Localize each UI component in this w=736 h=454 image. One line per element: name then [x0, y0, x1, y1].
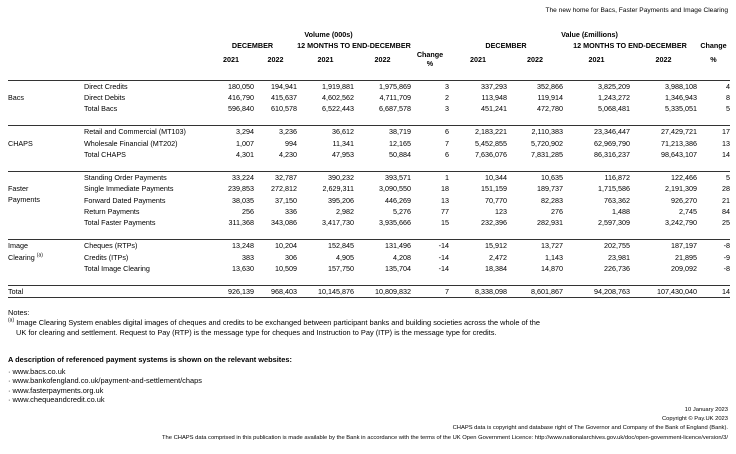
value-cell: 116,872 [563, 172, 630, 184]
value-cell: 36,612 [297, 126, 354, 138]
value-cell: 1,143 [545, 252, 563, 262]
value-cell: 343,086 [271, 218, 297, 227]
value-cell: 189,737 [537, 184, 563, 194]
value-cell: 47,953 [332, 149, 354, 159]
value-12-months-header: 12 MONTHS TO END-DECEMBER [573, 41, 687, 51]
change-cell: 13 [722, 138, 730, 148]
value-cell: 3,417,730 [322, 218, 354, 227]
value-cell: 2,745 [679, 206, 697, 216]
table-row [8, 80, 730, 92]
value-header: Value (£millions) [561, 30, 618, 39]
change-cell: 25 [722, 218, 730, 227]
value-cell: 37,150 [275, 195, 297, 205]
value-cell: 446,269 [385, 195, 411, 205]
change-cell: 3 [411, 80, 449, 92]
value-cell: 926,270 [671, 195, 697, 205]
value-cell: 2,472 [489, 252, 507, 262]
row-label-spacer [82, 286, 208, 298]
change-cell: 3 [445, 104, 449, 113]
footer-chaps-rights: CHAPS data is copyright and database right of The Governor and Company of the Bank of England (Bank). [452, 425, 728, 432]
value-cell: 3,090,550 [379, 184, 411, 194]
value-cell: 2,597,309 [598, 218, 630, 227]
value-change-percent-header: % [710, 54, 717, 64]
value-cell: 119,914 [537, 92, 563, 102]
value-cell: 8,338,098 [449, 286, 507, 298]
value-cell: 98,643,107 [661, 149, 697, 159]
group-label-chaps: CHAPS [8, 126, 82, 160]
payments-statistics-table [8, 29, 730, 298]
value-cell: 10,145,876 [297, 286, 354, 298]
change-cell: 28 [722, 184, 730, 194]
change-cell: 84 [722, 206, 730, 216]
value-cell: 11,341 [332, 138, 354, 148]
table-row [8, 252, 730, 263]
value-cell: 395,206 [328, 195, 354, 205]
value-cell: 926,139 [208, 286, 254, 298]
value-cell: 107,430,040 [630, 286, 697, 298]
change-cell: 13 [441, 195, 449, 205]
value-cell: 180,050 [208, 80, 254, 92]
value-cell: 10,635 [507, 172, 563, 184]
value-cell: 10,344 [449, 172, 507, 184]
table-row [8, 126, 730, 138]
change-cell: 7 [411, 286, 449, 298]
group-label-total: Total [8, 286, 82, 298]
change-cell: 1 [411, 172, 449, 184]
value-cell: 272,812 [271, 184, 297, 194]
year-header: 2022 [655, 55, 672, 65]
row-label: Total Faster Payments [84, 218, 156, 227]
volume-december-header: DECEMBER [231, 41, 274, 51]
value-cell: 86,316,237 [594, 149, 630, 159]
value-cell: 1,488 [612, 206, 630, 216]
value-cell: 6,687,578 [379, 104, 411, 113]
volume-change-header: Change % [416, 50, 444, 68]
value-cell: 451,241 [481, 104, 507, 113]
change-cell: 7 [445, 138, 449, 148]
value-cell: 1,975,869 [354, 80, 411, 92]
value-cell: 122,466 [630, 172, 697, 184]
value-cell: 2,183,221 [449, 126, 507, 138]
change-cell: 21 [722, 195, 730, 205]
value-cell: 2,191,309 [665, 184, 697, 194]
change-cell: 2 [445, 92, 449, 102]
change-cell: 17 [697, 126, 730, 138]
volume-12-months-header: 12 MONTHS TO END-DECEMBER [297, 41, 411, 51]
row-label: Total CHAPS [84, 149, 126, 159]
footer-copyright: Copyright © Pay.UK 2023 [661, 416, 728, 423]
value-cell: 50,884 [389, 149, 411, 159]
value-cell: 1,243,272 [598, 92, 630, 102]
value-cell: 2,629,311 [322, 184, 354, 194]
table-header-row-1 [8, 29, 730, 40]
value-cell: 23,981 [608, 252, 630, 262]
value-cell: 5,720,902 [531, 138, 563, 148]
value-cell: 38,719 [354, 126, 411, 138]
value-cell: 1,346,943 [665, 92, 697, 102]
value-cell: 23,346,447 [563, 126, 630, 138]
change-cell: 77 [441, 206, 449, 216]
references-section [8, 355, 292, 405]
table-row [8, 149, 730, 160]
value-cell: 4,711,709 [379, 92, 411, 102]
row-label: Wholesale Financial (MT202) [84, 138, 178, 148]
reference-link[interactable]: · www.fasterpayments.org.uk [8, 385, 104, 395]
value-cell: 1,919,881 [297, 80, 354, 92]
change-cell: -14 [411, 240, 449, 252]
group-label-bacs: Bacs [8, 80, 82, 114]
value-cell: 7,636,076 [475, 149, 507, 159]
value-cell: 71,213,386 [661, 138, 697, 148]
value-cell: 157,750 [328, 263, 354, 273]
value-cell: 12,165 [389, 138, 411, 148]
value-cell: 596,840 [228, 104, 254, 113]
table-header-row-3 [8, 51, 730, 68]
change-cell: 6 [411, 126, 449, 138]
change-cell: -14 [438, 263, 449, 273]
value-cell: 3,935,666 [379, 218, 411, 227]
value-cell: 209,092 [671, 263, 697, 273]
value-cell: 32,787 [254, 172, 297, 184]
grand-total-row [8, 286, 730, 298]
value-cell: 2,110,383 [507, 126, 563, 138]
value-cell: 416,790 [228, 92, 254, 102]
value-december-header: DECEMBER [485, 41, 527, 51]
value-cell: 82,283 [541, 195, 563, 205]
value-cell: 33,224 [208, 172, 254, 184]
change-cell: 8 [726, 92, 730, 102]
value-cell: 3,825,209 [563, 80, 630, 92]
value-cell: 383 [242, 252, 254, 262]
value-cell: 187,197 [630, 240, 697, 252]
value-cell: 610,578 [271, 104, 297, 113]
row-label: Retail and Commercial (MT103) [82, 126, 208, 138]
value-cell: 5,452,855 [475, 138, 507, 148]
value-cell: 306 [285, 252, 297, 262]
value-cell: 5,068,481 [598, 104, 630, 113]
value-cell: 3,242,790 [665, 218, 697, 227]
table-row [8, 183, 730, 194]
footer [162, 406, 728, 443]
change-cell: -8 [697, 240, 730, 252]
header-tagline: The new home for Bacs, Faster Payments and Image Clearing [545, 7, 728, 14]
value-cell: 4,602,562 [322, 92, 354, 102]
value-cell: 4,905 [336, 252, 354, 262]
row-label: Return Payments [84, 206, 140, 216]
row-label: Total Bacs [84, 104, 118, 113]
value-cell: 13,630 [232, 263, 254, 273]
row-label: Total Image Clearing [84, 263, 150, 273]
value-cell: 390,232 [297, 172, 354, 184]
row-label: Forward Dated Payments [84, 195, 166, 205]
table-row [8, 206, 730, 217]
value-cell: 5,335,051 [665, 104, 697, 113]
change-cell: 5 [697, 172, 730, 184]
references-heading: A description of referenced payment systems is shown on the relevant websites: [8, 355, 292, 364]
footer-date: 10 January 2023 [684, 407, 728, 413]
value-cell: 13,727 [507, 240, 563, 252]
value-cell: 763,362 [604, 195, 630, 205]
value-cell: 4,301 [236, 149, 254, 159]
value-cell: 10,204 [254, 240, 297, 252]
table-row [8, 172, 730, 184]
change-cell: -9 [723, 252, 730, 262]
value-cell: 5,276 [393, 206, 411, 216]
value-cell: 393,571 [354, 172, 411, 184]
reference-link[interactable]: · www.chequeandcredit.co.uk [8, 395, 105, 405]
value-cell: 131,496 [354, 240, 411, 252]
table-row [8, 217, 730, 228]
value-cell: 968,403 [254, 286, 297, 298]
value-cell: 336 [285, 206, 297, 216]
table-row [8, 195, 730, 206]
value-cell: 2,982 [336, 206, 354, 216]
year-header: 2021 [588, 55, 605, 65]
value-cell: 10,809,832 [354, 286, 411, 298]
value-cell: 18,384 [485, 263, 507, 273]
row-label: Cheques (RTPs) [82, 240, 208, 252]
change-cell: 18 [441, 184, 449, 194]
year-header: 2021 [317, 55, 334, 65]
value-cell: 13,248 [208, 240, 254, 252]
row-label: Standing Order Payments [82, 172, 208, 184]
value-cell: 7,831,285 [531, 149, 563, 159]
table-row [8, 103, 730, 114]
value-cell: 15,912 [449, 240, 507, 252]
value-cell: 415,637 [271, 92, 297, 102]
value-cell: 256 [242, 206, 254, 216]
value-change-header: Change [700, 40, 727, 50]
reference-link[interactable]: · www.bacs.co.uk [8, 366, 66, 376]
table-row [8, 263, 730, 274]
notes-heading: Notes: [8, 308, 30, 317]
change-cell: -14 [438, 252, 449, 262]
value-cell: 311,368 [228, 218, 254, 227]
value-cell: 70,770 [485, 195, 507, 205]
value-cell: 38,035 [232, 195, 254, 205]
volume-header: Volume (000s) [304, 30, 353, 39]
value-cell: 21,895 [675, 252, 697, 262]
value-cell: 4,230 [279, 149, 297, 159]
notes-line-2: UK for clearing and settlement. Request to Pay (RTP) is the message type for cheques and Instruction to Pay (ITP) is the message type for credits. [16, 327, 497, 337]
value-cell: 94,208,763 [563, 286, 630, 298]
value-cell: 8,601,867 [507, 286, 563, 298]
row-label: Direct Debits [84, 92, 126, 102]
reference-link[interactable]: · www.bankofengland.co.uk/payment-and-settlement/chaps [8, 376, 202, 386]
year-header: 2021 [470, 55, 486, 65]
value-cell: 14,870 [541, 263, 563, 273]
change-cell: 6 [445, 149, 449, 159]
change-cell: 15 [441, 218, 449, 227]
value-cell: 135,704 [385, 263, 411, 273]
value-cell: 239,853 [228, 184, 254, 194]
group-label-image-clearing: Image Clearing $^{(a)}$ [8, 240, 82, 274]
change-cell: 14 [722, 149, 730, 159]
year-header: 2021 [223, 55, 239, 65]
value-cell: 62,969,790 [594, 138, 630, 148]
value-cell: 113,948 [481, 92, 507, 102]
value-cell: 151,159 [481, 184, 507, 194]
footer-licence: The CHAPS data comprised in this publication is made available by the Bank in accordance with the terms of the UK Open Government Licence: http://www.nationalarchives.gov.uk/doc/open-government-licence/version/3/ [161, 434, 728, 441]
value-cell: 282,931 [537, 218, 563, 227]
value-cell: 226,736 [604, 263, 630, 273]
value-cell: 337,293 [449, 80, 507, 92]
change-cell: -8 [723, 263, 730, 273]
value-cell: 232,396 [481, 218, 507, 227]
row-label: Single Immediate Payments [84, 184, 174, 194]
notes-line-1: $^{(a)}$ Image Clearing System enables digital images of cheques and credits to be exchanged between participant banks and building societies across the whole of the [8, 317, 541, 327]
table-header-row-2 [8, 40, 730, 51]
value-cell: 123 [495, 206, 507, 216]
value-cell: 202,755 [563, 240, 630, 252]
value-cell: 3,236 [254, 126, 297, 138]
table-row [8, 138, 730, 149]
value-cell: 10,509 [275, 263, 297, 273]
value-cell: 1,007 [236, 138, 254, 148]
value-cell: 194,941 [254, 80, 297, 92]
change-cell: 14 [697, 286, 730, 298]
value-cell: 276 [551, 206, 563, 216]
year-header: 2022 [374, 55, 391, 65]
value-cell: 1,715,586 [598, 184, 630, 194]
table-row [8, 92, 730, 103]
value-cell: 152,845 [297, 240, 354, 252]
value-cell: 3,988,108 [630, 80, 697, 92]
value-cell: 6,522,443 [322, 104, 354, 113]
value-cell: 27,429,721 [630, 126, 697, 138]
notes-section [8, 308, 540, 337]
value-cell: 472,780 [537, 104, 563, 113]
table-row [8, 240, 730, 252]
value-cell: 4,208 [393, 252, 411, 262]
group-label-faster-payments: Faster Payments [8, 172, 82, 229]
value-cell: 994 [285, 138, 297, 148]
value-cell: 352,866 [507, 80, 563, 92]
value-cell: 3,294 [208, 126, 254, 138]
change-cell: 5 [726, 104, 730, 113]
change-cell: 4 [697, 80, 730, 92]
year-header: 2022 [527, 55, 543, 65]
row-label: Direct Credits [82, 80, 208, 92]
year-header: 2022 [267, 55, 284, 65]
row-label: Credits (ITPs) [84, 252, 129, 262]
